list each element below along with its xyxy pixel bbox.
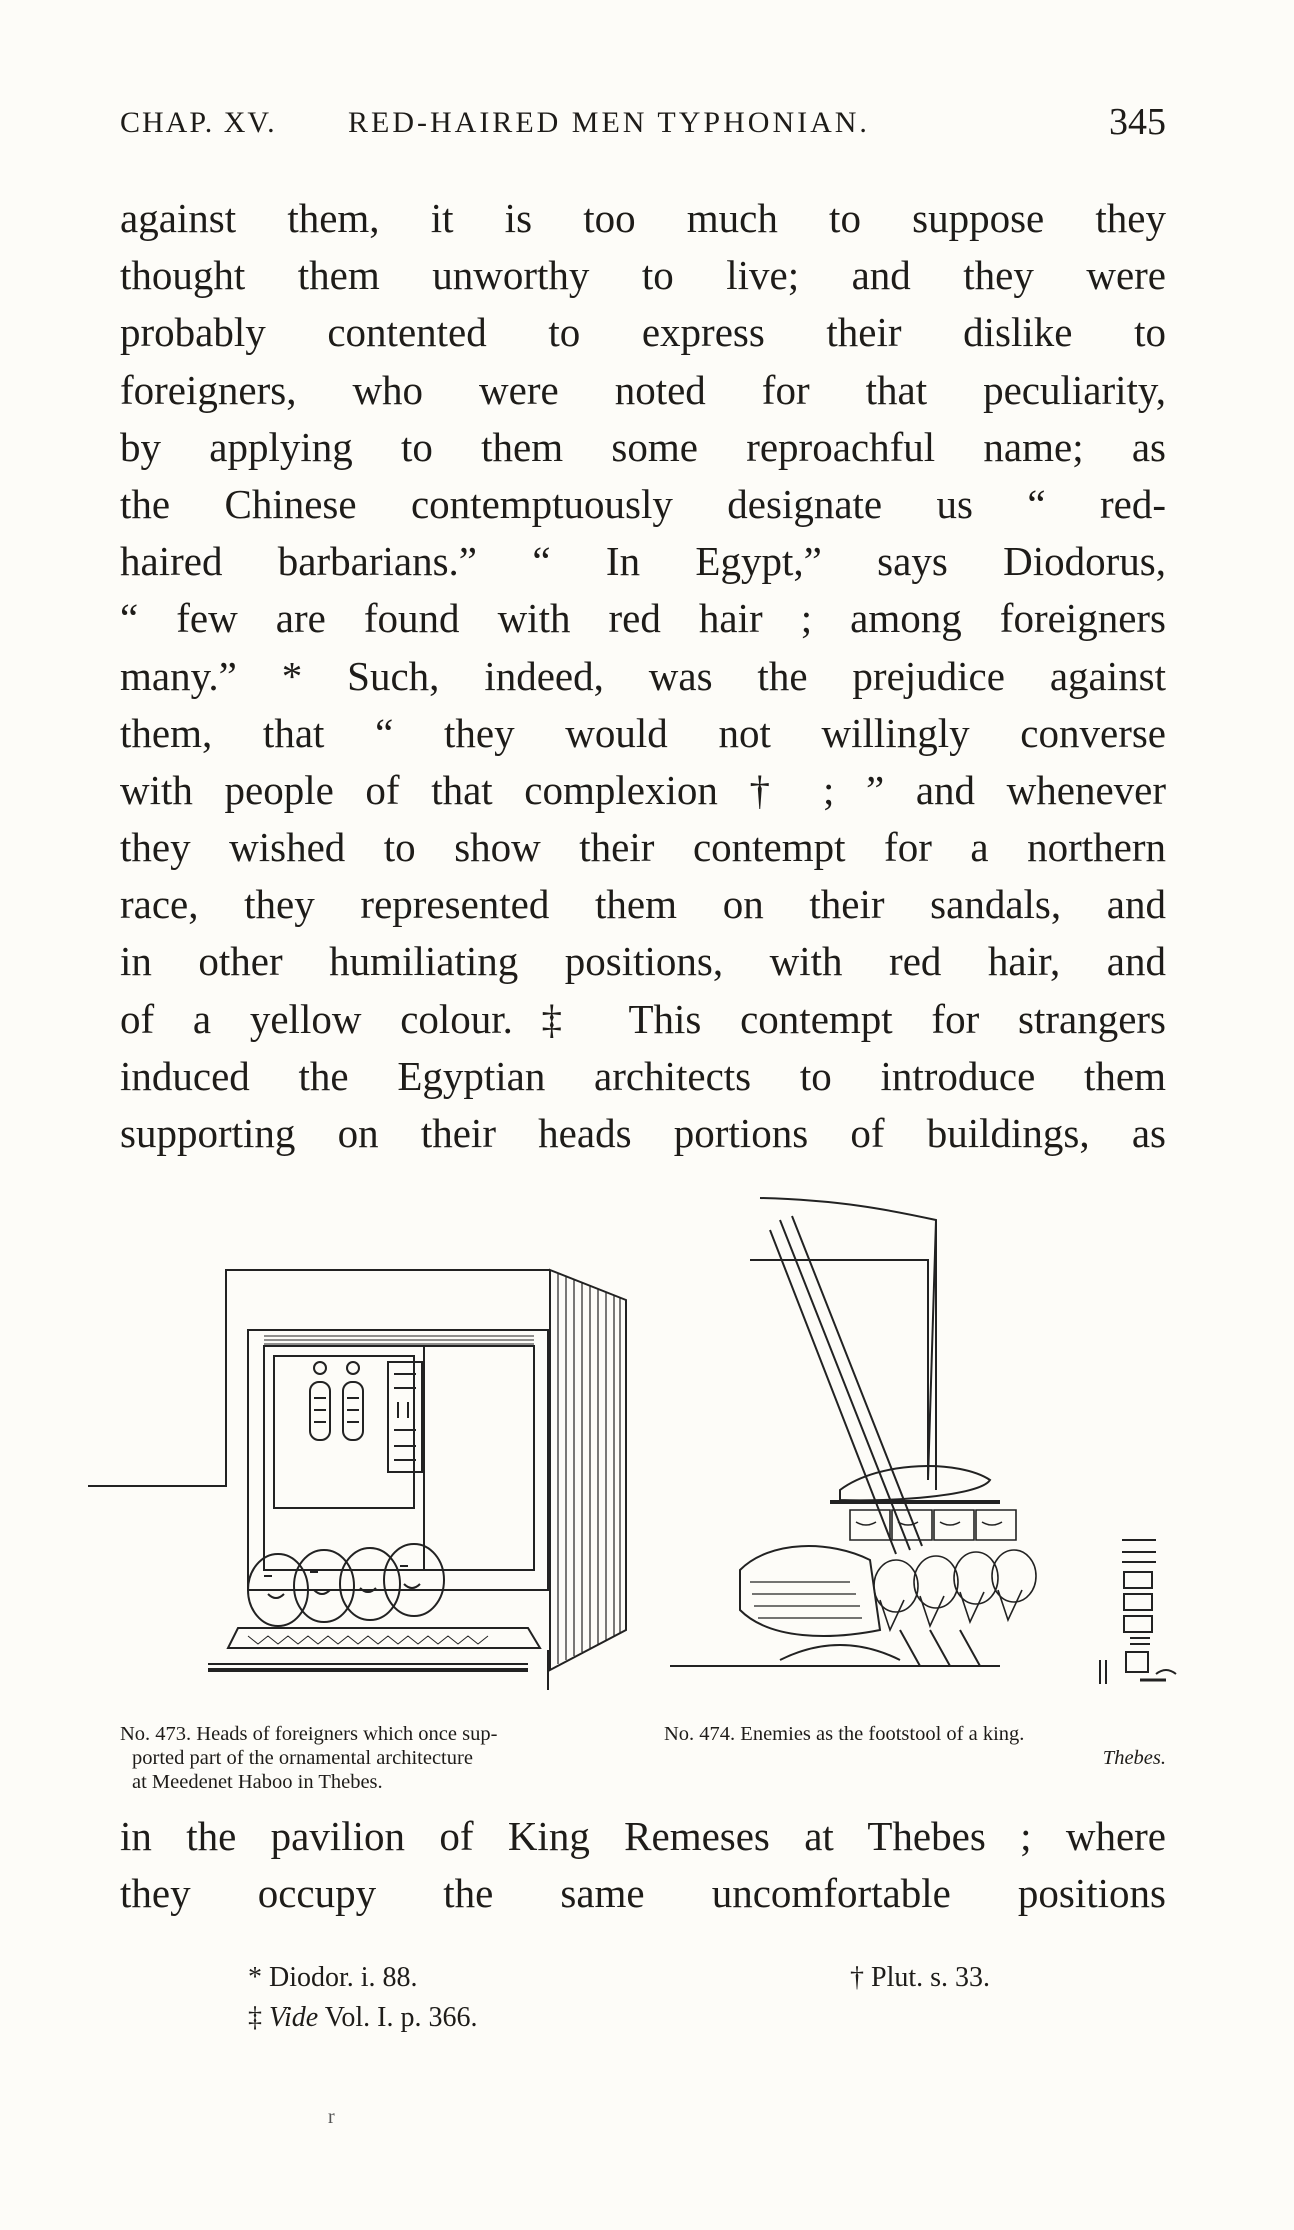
text-line: probably contented to express their dislike to: [120, 309, 1166, 356]
figure-473-illustration: [88, 1250, 648, 1690]
text-line: they wished to show their contempt for a northern: [120, 824, 1166, 871]
caption-line: No. 474. Enemies as the footstool of a king.: [664, 1723, 1025, 1745]
caption-line: ported part of the ornamental architecture: [132, 1747, 473, 1769]
text-line: supporting on their heads portions of buildings, as: [120, 1110, 1166, 1156]
page-number: 345: [1109, 101, 1166, 143]
footnote-vide: Vide: [269, 2002, 319, 2033]
caption-line: at Meedenet Haboo in Thebes.: [132, 1771, 383, 1793]
footnote-reference: Vol. I. p. 366.: [324, 2002, 478, 2033]
figure-474-caption: [664, 1722, 1166, 1770]
text-line: thought them unworthy to live; and they were: [120, 252, 1166, 299]
continuation-paragraph: [120, 1808, 1166, 1922]
running-header: [120, 100, 1166, 150]
caption-line: No. 473. Heads of foreigners which once sup-: [120, 1723, 498, 1745]
text-line: in the pavilion of King Remeses at Thebes ; where: [120, 1813, 1166, 1859]
footnote-double-dagger: [248, 1998, 477, 2038]
text-line: of a yellow colour.‡ This contempt for strangers: [120, 995, 1166, 1042]
running-title: RED-HAIRED MEN TYPHONIAN.: [348, 106, 870, 139]
text-line: they occupy the same uncomfortable positions: [120, 1870, 1166, 1917]
main-paragraph: [120, 190, 1166, 1162]
figure-473-caption: [120, 1722, 497, 1794]
text-line: induced the Egyptian architects to introduce them: [120, 1052, 1166, 1099]
text-line: by applying to them some reproachful name; as: [120, 423, 1166, 470]
text-line: haired barbarians.” “ In Egypt,” says Diodorus,: [120, 538, 1166, 585]
text-line: many.” * Such, indeed, was the prejudice against: [120, 652, 1166, 699]
text-line: “ few are found with red hair ; among foreigners: [120, 595, 1166, 642]
text-line: in other humiliating positions, with red hair, and: [120, 938, 1166, 985]
text-line: with people of that complexion † ; ” and whenever: [120, 766, 1166, 813]
signature-mark: r: [328, 2106, 335, 2128]
text-line: the Chinese contemptuously designate us “ red-: [120, 480, 1166, 527]
caption-place: Thebes.: [1102, 1747, 1166, 1769]
text-line: against them, it is too much to suppose they: [120, 195, 1166, 241]
footnote-star: * Diodor. i. 88.: [248, 1962, 418, 1993]
figure-474-illustration: [660, 1190, 1220, 1690]
footnote-mark: ‡: [248, 2002, 262, 2033]
text-line: them, that “ they would not willingly converse: [120, 709, 1166, 756]
text-line: race, they represented them on their sandals, and: [120, 881, 1166, 928]
footnote-dagger: † Plut. s. 33.: [850, 1962, 991, 1993]
text-line: foreigners, who were noted for that peculiarity,: [120, 366, 1166, 413]
chapter-label: CHAP. XV.: [120, 106, 277, 139]
